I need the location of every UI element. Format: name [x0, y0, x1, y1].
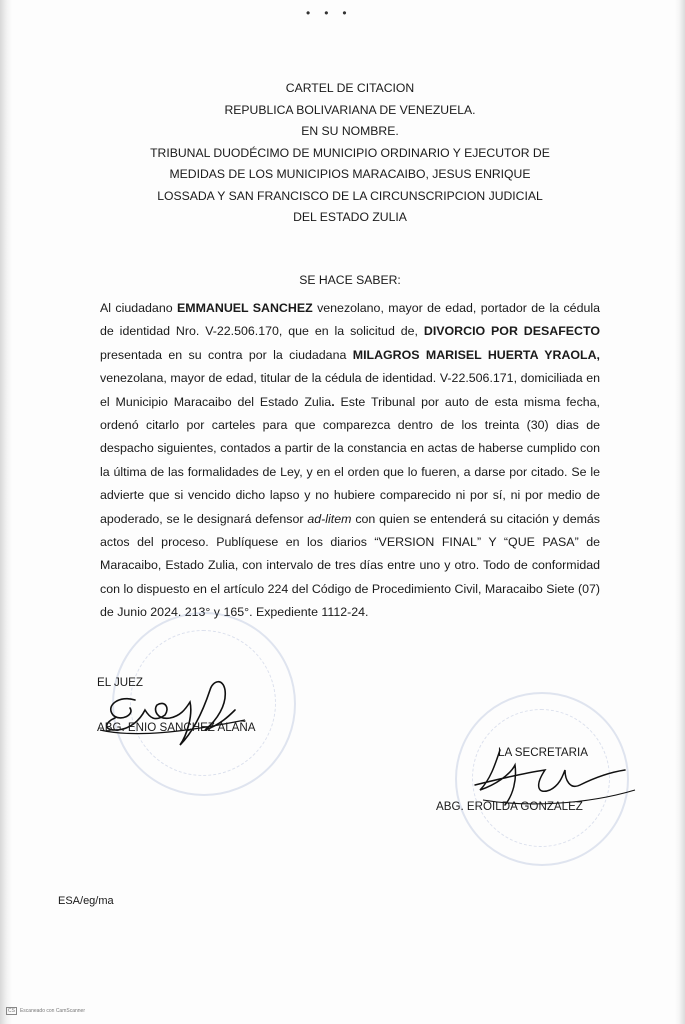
secretary-title: LA SECRETARIA	[498, 746, 588, 759]
header-line: LOSSADA Y SAN FRANCISCO DE LA CIRCUNSCRIPCION JUDICIAL	[157, 188, 543, 203]
body-text-segment: presentada en su contra por la ciudadana	[100, 347, 353, 362]
judge-name: ABG. ENIO SANCHEZ ALAÑA	[97, 721, 256, 734]
ad-litem-term: ad-litem	[307, 511, 352, 526]
citation-body	[100, 297, 600, 625]
defendant-name: EMMANUEL SANCHEZ	[177, 301, 313, 315]
document-initials: ESA/eg/ma	[58, 895, 114, 907]
body-bold-dot: .	[331, 394, 335, 409]
header-line: DEL ESTADO ZULIA	[293, 210, 407, 224]
camscanner-logo-icon: CS	[8, 1008, 15, 1014]
plaintiff-name: MILAGROS MARISEL HUERTA YRAOLA,	[352, 347, 600, 362]
case-type: DIVORCIO POR DESAFECTO	[423, 324, 600, 339]
body-text-segment: con quien se entenderá su citación y demás actos del proceso. Publíquese en los diarios “VERSION FINAL” Y “QUE PASA” de Maracaibo, Estado Zulia, con intervalo de tres días entre uno y otro. Todo de conformidad con lo dispuesto en el artículo 224 del Código de Procedimiento Civil, Maracaibo Siete (07) de Junio 2024. 213° y 165°. Expediente 1112-24.	[100, 511, 601, 620]
header-line: TRIBUNAL DUODÉCIMO DE MUNICIPIO ORDINARIO Y EJECUTOR DE	[150, 145, 550, 160]
document-header	[150, 78, 550, 229]
scanner-footer-text: Escaneado con CamScanner	[19, 1008, 85, 1014]
body-text-segment: venezolana, mayor de edad, titular de la cédula de identidad. V-22.506.171, domiciliada en el Municipio Maracaibo del Estado Zulia	[100, 371, 600, 409]
secretary-name: ABG. EROILDA GONZALEZ	[436, 800, 583, 813]
header-line: REPUBLICA BOLIVARIANA DE VENEZUELA.	[224, 102, 476, 117]
header-line: MEDIDAS DE LOS MUNICIPIOS MARACAIBO, JESUS ENRIQUE	[169, 167, 531, 181]
header-line: CARTEL DE CITACION	[285, 81, 415, 95]
judge-signature	[95, 660, 275, 770]
scan-edge-right	[675, 0, 685, 1024]
body-text-segment: venezolano, mayor de edad, portador de la cédula de identidad Nro. V-22.506.170, que en la solicitud de,	[100, 301, 600, 339]
scan-dots: •••	[306, 6, 361, 20]
body-text-segment: Al ciudadano	[100, 301, 178, 315]
judge-title: EL JUEZ	[97, 676, 143, 689]
scan-edge-left	[0, 0, 12, 1024]
scanner-footer	[6, 1007, 85, 1015]
header-line: EN SU NOMBRE.	[301, 124, 399, 138]
body-text-segment: Este Tribunal por auto de esta misma fecha, ordenó citarlo por carteles para que comparezca dentro de los treinta (30) dias de despacho siguientes, contados a partir de la constancia en actas de haberse cumplido con la última de las formalidades de Ley, y en el orden que lo fueren, a darse por citado. Se le advierte que si vencido dicho lapso y no hubiere comparecido ni por sí, ni por medio de apoderado, se le designará defensor	[100, 394, 600, 526]
se-hace-saber-heading: SE HACE SABER:	[299, 273, 401, 287]
